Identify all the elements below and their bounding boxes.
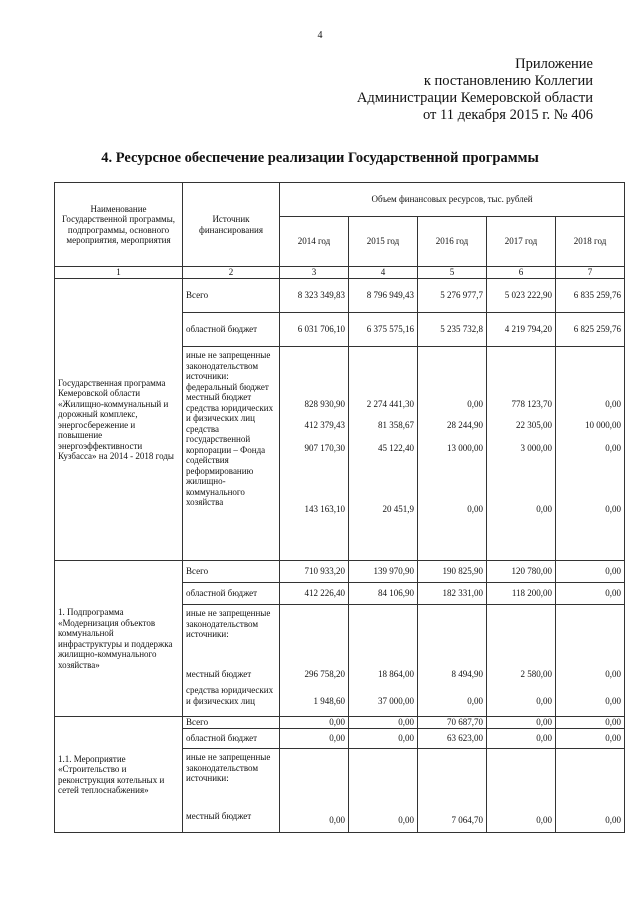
value-cell: 8 796 949,43 bbox=[349, 279, 418, 313]
source-label: областной бюджет bbox=[183, 729, 280, 749]
header-name: Наименование Государственной программы, подпрограммы, основного мероприятия, мероприятия bbox=[55, 183, 183, 267]
value-cell: 0,00 bbox=[467, 504, 483, 514]
source-label: Всего bbox=[183, 561, 280, 583]
column-number: 7 bbox=[556, 267, 625, 279]
value-cell: 0,00 bbox=[556, 717, 625, 729]
value-cell: 7 064,70 bbox=[451, 815, 483, 825]
value-cell: 828 930,90 bbox=[304, 399, 345, 409]
value-cell: 0,00 bbox=[556, 729, 625, 749]
column-number: 1 bbox=[55, 267, 183, 279]
value-cell: 0,00 bbox=[605, 504, 622, 514]
value-cell: 118 200,00 bbox=[487, 583, 556, 605]
value-cell: 0,00 bbox=[605, 443, 622, 453]
source-other-block bbox=[183, 347, 280, 561]
value-stack bbox=[556, 605, 625, 717]
appendix-block bbox=[357, 56, 593, 124]
value-cell: 0,00 bbox=[467, 696, 483, 706]
source-label: Всего bbox=[183, 279, 280, 313]
value-cell: 0,00 bbox=[329, 815, 345, 825]
source-label: местный бюджет bbox=[186, 669, 252, 679]
appendix-line-4: от 11 декабря 2015 г. № 406 bbox=[423, 107, 593, 123]
table-row bbox=[55, 561, 625, 583]
value-cell: 63 623,00 bbox=[418, 729, 487, 749]
value-stack bbox=[556, 347, 625, 561]
header-volume: Объем финансовых ресурсов, тыс. рублей bbox=[280, 183, 625, 217]
value-cell: 6 825 259,76 bbox=[556, 313, 625, 347]
value-cell: 10 000,00 bbox=[585, 420, 622, 430]
value-cell: 6 031 706,10 bbox=[280, 313, 349, 347]
value-cell: 22 305,00 bbox=[516, 420, 552, 430]
value-cell: 0,00 bbox=[349, 729, 418, 749]
value-cell: 143 163,10 bbox=[304, 504, 345, 514]
value-cell: 120 780,00 bbox=[487, 561, 556, 583]
program-name: Государственная программа Кемеровской области «Жилищно-коммунальный и дорожный комплекс, энергосбережение и повышение энергоэффективности Кузбасса» на 2014 - 2018 годы bbox=[55, 279, 183, 561]
table-row bbox=[55, 717, 625, 729]
value-stack bbox=[349, 347, 418, 561]
table-row bbox=[55, 279, 625, 313]
value-cell: 0,00 bbox=[467, 399, 483, 409]
value-stack bbox=[418, 749, 487, 833]
value-cell: 4 219 794,20 bbox=[487, 313, 556, 347]
value-cell: 0,00 bbox=[398, 815, 414, 825]
value-cell: 0,00 bbox=[349, 717, 418, 729]
value-cell: 0,00 bbox=[556, 583, 625, 605]
source-label: иные не запрещенные законодательством источники: bbox=[186, 608, 271, 639]
source-label: средства юридических и физических лиц bbox=[186, 402, 274, 423]
source-other-block bbox=[183, 749, 280, 833]
value-cell: 5 235 732,8 bbox=[418, 313, 487, 347]
column-number: 6 bbox=[487, 267, 556, 279]
value-cell: 45 122,40 bbox=[378, 443, 414, 453]
header-year: 2017 год bbox=[487, 217, 556, 267]
header-year: 2015 год bbox=[349, 217, 418, 267]
value-cell: 8 323 349,83 bbox=[280, 279, 349, 313]
value-cell: 0,00 bbox=[536, 696, 552, 706]
source-label: федеральный бюджет bbox=[186, 381, 269, 392]
source-label: областной бюджет bbox=[183, 583, 280, 605]
value-cell: 710 933,20 bbox=[280, 561, 349, 583]
value-stack bbox=[280, 347, 349, 561]
measure-name: 1.1. Мероприятие «Строительство и реконструкция котельных и сетей теплоснабжения» bbox=[55, 717, 183, 833]
value-cell: 8 494,90 bbox=[451, 669, 483, 679]
value-cell: 37 000,00 bbox=[378, 696, 414, 706]
source-label: иные не запрещенные законодательством источники: bbox=[186, 350, 271, 381]
value-stack bbox=[418, 605, 487, 717]
source-label: иные не запрещенные законодательством источники: bbox=[186, 752, 271, 783]
value-cell: 84 106,90 bbox=[349, 583, 418, 605]
value-stack bbox=[556, 749, 625, 833]
value-cell: 907 170,30 bbox=[304, 443, 345, 453]
value-stack bbox=[280, 749, 349, 833]
source-label: областной бюджет bbox=[183, 313, 280, 347]
value-cell: 0,00 bbox=[536, 815, 552, 825]
value-cell: 6 375 575,16 bbox=[349, 313, 418, 347]
appendix-line-2: к постановлению Коллегии bbox=[423, 73, 593, 89]
value-stack bbox=[487, 347, 556, 561]
header-year: 2018 год bbox=[556, 217, 625, 267]
section-title: 4. Ресурсное обеспечение реализации Государственной программы bbox=[101, 150, 539, 166]
value-cell: 0,00 bbox=[487, 729, 556, 749]
resource-table bbox=[54, 182, 625, 833]
value-cell: 1 948,60 bbox=[313, 696, 345, 706]
value-cell: 412 379,43 bbox=[304, 420, 345, 430]
source-label: Всего bbox=[183, 717, 280, 729]
appendix-line-1: Приложение bbox=[515, 56, 593, 72]
column-number: 4 bbox=[349, 267, 418, 279]
value-cell: 28 244,90 bbox=[447, 420, 483, 430]
value-cell: 0,00 bbox=[536, 504, 552, 514]
source-other-block bbox=[183, 605, 280, 717]
subprogram-name: 1. Подпрограмма «Модернизация объектов коммунальной инфраструктуры и поддержка жилищно-коммунального хозяйства» bbox=[55, 561, 183, 717]
value-cell: 139 970,90 bbox=[349, 561, 418, 583]
value-cell: 778 123,70 bbox=[511, 399, 552, 409]
value-cell: 182 331,00 bbox=[418, 583, 487, 605]
value-cell: 0,00 bbox=[280, 717, 349, 729]
value-cell: 296 758,20 bbox=[304, 669, 345, 679]
value-cell: 0,00 bbox=[487, 717, 556, 729]
value-cell: 0,00 bbox=[605, 696, 622, 706]
value-stack bbox=[487, 605, 556, 717]
source-label: местный бюджет bbox=[186, 811, 252, 821]
source-label: местный бюджет bbox=[186, 392, 252, 402]
value-cell: 412 226,40 bbox=[280, 583, 349, 605]
value-cell: 0,00 bbox=[280, 729, 349, 749]
appendix-line-3: Администрации Кемеровской области bbox=[356, 90, 593, 106]
value-cell: 6 835 259,76 bbox=[556, 279, 625, 313]
page-number: 4 bbox=[317, 30, 323, 41]
value-cell: 0,00 bbox=[605, 669, 622, 679]
value-stack bbox=[349, 605, 418, 717]
column-number: 5 bbox=[418, 267, 487, 279]
value-cell: 2 274 441,30 bbox=[366, 399, 414, 409]
value-stack bbox=[349, 749, 418, 833]
value-cell: 190 825,90 bbox=[418, 561, 487, 583]
header-source: Источник финансирования bbox=[183, 183, 280, 267]
value-cell: 70 687,70 bbox=[418, 717, 487, 729]
value-cell: 2 580,00 bbox=[520, 669, 552, 679]
value-cell: 81 358,67 bbox=[378, 420, 414, 430]
source-label: средства государственной корпорации – Фонда содействия реформированию жилищно-коммунального хозяйства bbox=[186, 423, 266, 507]
value-stack bbox=[280, 605, 349, 717]
value-cell: 13 000,00 bbox=[447, 443, 483, 453]
value-stack bbox=[487, 749, 556, 833]
column-number: 3 bbox=[280, 267, 349, 279]
header-year: 2014 год bbox=[280, 217, 349, 267]
value-cell: 5 276 977,7 bbox=[418, 279, 487, 313]
value-cell: 3 000,00 bbox=[520, 443, 552, 453]
value-cell: 20 451,9 bbox=[382, 504, 414, 514]
source-label: средства юридических и физических лиц bbox=[186, 685, 274, 706]
value-cell: 5 023 222,90 bbox=[487, 279, 556, 313]
value-cell: 0,00 bbox=[605, 399, 622, 409]
value-stack bbox=[418, 347, 487, 561]
column-number: 2 bbox=[183, 267, 280, 279]
value-cell: 0,00 bbox=[605, 815, 622, 825]
header-year: 2016 год bbox=[418, 217, 487, 267]
value-cell: 18 864,00 bbox=[378, 669, 414, 679]
value-cell: 0,00 bbox=[556, 561, 625, 583]
